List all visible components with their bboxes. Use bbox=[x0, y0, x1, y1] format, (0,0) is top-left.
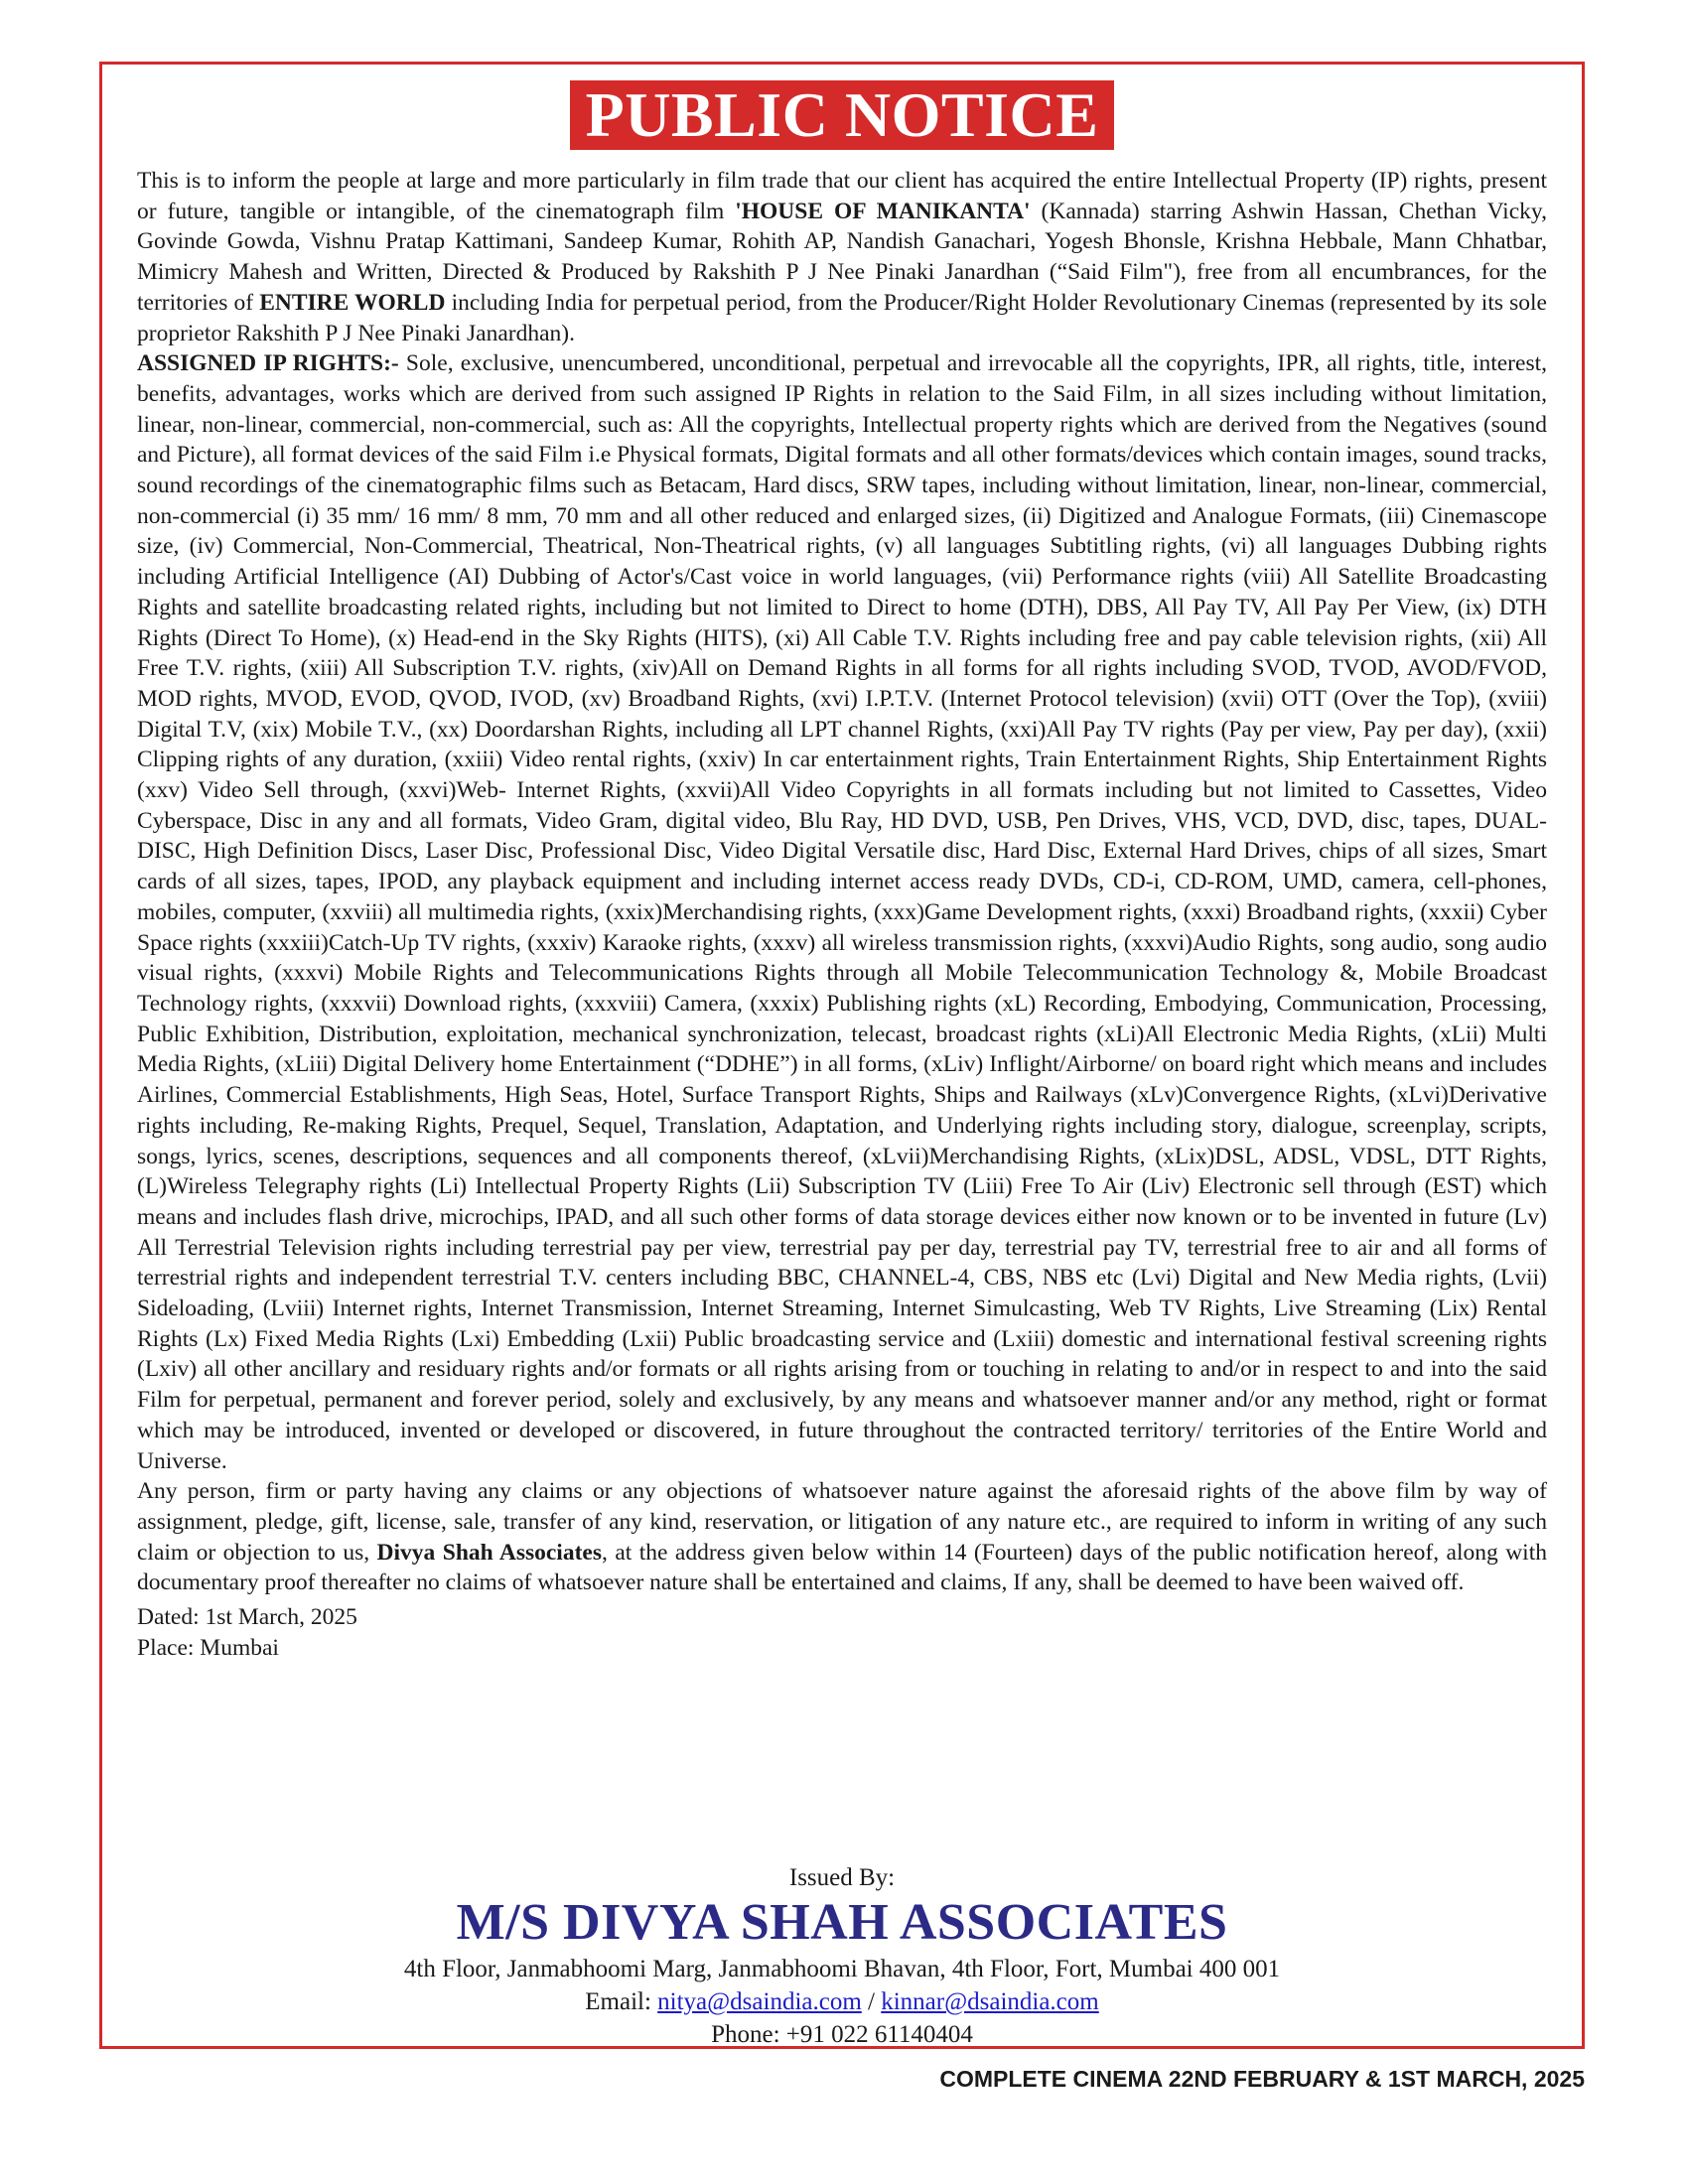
publication-footer: COMPLETE CINEMA 22ND FEBRUARY & 1ST MARCH, 2025 bbox=[939, 2066, 1585, 2092]
claims-firm: Divya Shah Associates bbox=[376, 1539, 602, 1566]
intro-text-1: This is to inform the people at large and more particularly in film trade that our client has acquired the entire Intellectual Property (IP) rights, present or future, tangible or intangible, of the cinematograph film bbox=[137, 168, 1547, 224]
territory: ENTIRE WORLD bbox=[259, 289, 446, 316]
film-title: 'HOUSE OF MANIKANTA' bbox=[735, 198, 1031, 224]
claims-paragraph bbox=[137, 1476, 1547, 1598]
company-address: 4th Floor, Janmabhoomi Marg, Janmabhoomi Bhavan, 4th Floor, Fort, Mumbai 400 001 bbox=[403, 1956, 1281, 1982]
claims-text-2: , at the address given below within 14 (Fourteen) days of the public notification hereof, along with documentary proof thereafter no claims of whatsoever nature shall be entertained and claims, If any, shall be deemed to have been waived off. bbox=[137, 1539, 1547, 1596]
phone-line: Phone: +91 022 61140404 bbox=[711, 2021, 973, 2048]
notice-frame bbox=[99, 62, 1585, 2049]
title-wrap bbox=[102, 80, 1582, 150]
notice-body bbox=[137, 166, 1547, 1663]
email-label: Email: bbox=[585, 1988, 658, 2015]
issuer-block bbox=[102, 1863, 1582, 2051]
dated: Dated: 1st March, 2025 bbox=[137, 1604, 357, 1631]
notice-title: PUBLIC NOTICE bbox=[570, 80, 1115, 150]
email-separator: / bbox=[861, 1988, 882, 2015]
rights-text: Sole, exclusive, unencumbered, unconditional, perpetual and irrevocable all the copyrights, IPR, all rights, title, interest, benefits, advantages, works which are derived from such assigned IP Rights in relation to the Said Film, in all sizes including without limitation, linear, non-linear, commercial, non-commercial, such as: All the copyrights, Intellectual property rights which are derived from the Negatives (sound and Picture), all format devices of the said Film i.e Physical formats, Digital formats and all other formats/devices which contain images, sound tracks, sound recordings of the cinematographic films such as Betacam, Hard discs, SRW tapes, including without limitation, linear, non-linear, commercial, non-commercial (i) 35 mm/ 16 mm/ 8 mm, 70 mm and all other reduced and enlarged sizes, (ii) Digitized and Analogue Formats, (iii) Cinemascope size, (iv) Commercial, Non-Commercial, Theatrical, Non-Theatrical rights, (v) all languages Subtitling rights, (vi) all languages Dubbing rights including Artificial Intelligence (AI) Dubbing of Actor's/Cast voice in world languages, (vii) Performance rights (viii) All Satellite Broadcasting Rights and satellite broadcasting related rights, including but not limited to Direct to home (DTH), DBS, All Pay TV, All Pay Per View, (ix) DTH Rights (Direct To Home), (x) Head-end in the Sky Rights (HITS), (xi) All Cable T.V. Rights including free and pay cable television rights, (xii) All Free T.V. rights, (xiii) All Subscription T.V. rights, (xiv)All on Demand Rights in all forms for all rights including SVOD, TVOD, AVOD/FVOD, MOD rights, MVOD, EVOD, QVOD, IVOD, (xv) Broadband Rights, (xvi) I.P.T.V. (Internet Protocol television) (xvii) OTT (Over the Top), (xviii) Digital T.V, (xix) Mobile T.V., (xx) Doordarshan Rights, including all LPT channel Rights, (xxi)All Pay TV rights (Pay per view, Pay per day), (xxii) Clipping rights of any duration, (xxiii) Video rental rights, (xxiv) In car entertainment rights, Train Entertainment Rights, Ship Entertainment Rights (xxv) Video Sell through, (xxvi)Web- Internet Rights, (xxvii)All Video Copyrights in all formats including but not limited to Cassettes, Video Cyberspace, Disc in any and all formats, Video Gram, digital video, Blu Ray, HD DVD, USB, Pen Drives, VHS, VCD, DVD, disc, tapes, DUAL-DISC, High Definition Discs, Laser Disc, Professional Disc, Video Digital Versatile disc, Hard Disc, External Hard Drives, chips of all sizes, Smart cards of all sizes, tapes, IPOD, any playback equipment and including internet access ready DVDs, CD-i, CD-ROM, UMD, camera, cell-phones, mobiles, computer, (xxviii) all multimedia rights, (xxix)Merchandising rights, (xxx)Game Development rights, (xxxi) Broadband rights, (xxxii) Cyber Space rights (xxxiii)Catch-Up TV rights, (xxxiv) Karaoke rights, (xxxv) all wireless transmission rights, (xxxvi)Audio Rights, song audio, song audio visual rights, (xxxvi) Mobile Rights and Telecommunications Rights through all Mobile Telecommunication Technology &, Mobile Broadcast Technology rights, (xxxvii) Download rights, (xxxviii) Camera, (xxxix) Publishing rights (xL) Recording, Embodying, Communication, Processing, Public Exhibition, Distribution, exploitation, mechanical synchronization, telecast, broadcast rights (xLi)All Electronic Media Rights, (xLii) Multi Media Rights, (xLiii) Digital Delivery home Entertainment (“DDHE”) in all forms, (xLiv) Inflight/Airborne/ on board right which means and includes Airlines, Commercial Establishments, High Seas, Hotel, Surface Transport Rights, Ships and Railways (xLv)Convergence Rights, (xLvi)Derivative rights including, Re-making Rights, Prequel, Sequel, Translation, Adaptation, and Underlying rights including story, dialogue, screenplay, scripts, songs, lyrics, scenes, descriptions, sequences and all components thereof, (xLvii)Merchandising Rights, (xLix)DSL, ADSL, VDSL, DTT Rights, (L)Wireless Telegraphy rights (Li) Intellectual Property Rights (Lii) Subscription TV (Liii) Free To Air (Liv) Electronic sell through (EST) which means and includes flash drive, microchips, IPAD, and all such other forms of data storage devices either now known or to be invented in future (Lv) All Terrestrial Television rights including terrestrial pay per view, terrestrial pay per day, terrestrial pay TV, terrestrial free to air and all forms of terrestrial rights and independent terrestrial T.V. centers including BBC, CHANNEL-4, CBS, NBS etc (Lvi) Digital and New Media rights, (Lvii) Sideloading, (Lviii) Internet rights, Internet Transmission, Internet Streaming, Internet Simulcasting, Web TV Rights, Live Streaming (Lix) Rental Rights (Lx) Fixed Media Rights (Lxi) Embedding (Lxii) Public broadcasting service and (Lxiii) domestic and international festival screening rights (Lxiv) all other ancillary and residuary rights and/or formats or all rights arising from or touching in relating to and/or in respect to and into the said Film for perpetual, permanent and forever period, solely and exclusively, by any means and whatsoever manner and/or any method, right or format which may be introduced, invented or developed or discovered, in future throughout the contracted territory/ territories of the Entire World and Universe. bbox=[137, 350, 1547, 1474]
email-line bbox=[102, 1985, 1582, 2018]
email-link-nitya[interactable]: nitya@dsaindia.com bbox=[657, 1988, 862, 2015]
intro-paragraph bbox=[137, 166, 1547, 348]
intro-text-2: (Kannada) starring Ashwin Hassan, Chethan Vicky, Govinde Gowda, Vishnu Pratap Kattimani, Sandeep Kumar, Rohith AP, Nandish Ganachari, Yogesh Bhonsle, Krishna Hebbale, Mann Chhatbar, Mimicry Mahesh and Written, Directed & Produced by Rakshith P J Nee Pinaki Janardhan (“Said Film"), free from all encumbrances, for the territories of bbox=[137, 198, 1547, 316]
intro-text-3: including India for perpetual period, from the Producer/Right Holder Revolutionary Cinemas (represented by its sole proprietor Rakshith P J Nee Pinaki Janardhan). bbox=[137, 289, 1547, 346]
rights-heading: ASSIGNED IP RIGHTS:- bbox=[137, 350, 399, 377]
issued-by-label: Issued By: bbox=[788, 1864, 896, 1891]
email-link-kinnar[interactable]: kinnar@dsaindia.com bbox=[881, 1988, 1099, 2015]
place: Place: Mumbai bbox=[137, 1634, 279, 1661]
rights-paragraph bbox=[137, 348, 1547, 1476]
company-name: M/S DIVYA SHAH ASSOCIATES bbox=[456, 1894, 1228, 1951]
claims-text-1: Any person, firm or party having any claims or any objections of whatsoever nature against the aforesaid rights of the above film by way of assignment, pledge, gift, license, sale, transfer of any kind, reservation, or litigation of any nature etc., are required to inform in writing of any such claim or objection to us, bbox=[137, 1478, 1547, 1566]
